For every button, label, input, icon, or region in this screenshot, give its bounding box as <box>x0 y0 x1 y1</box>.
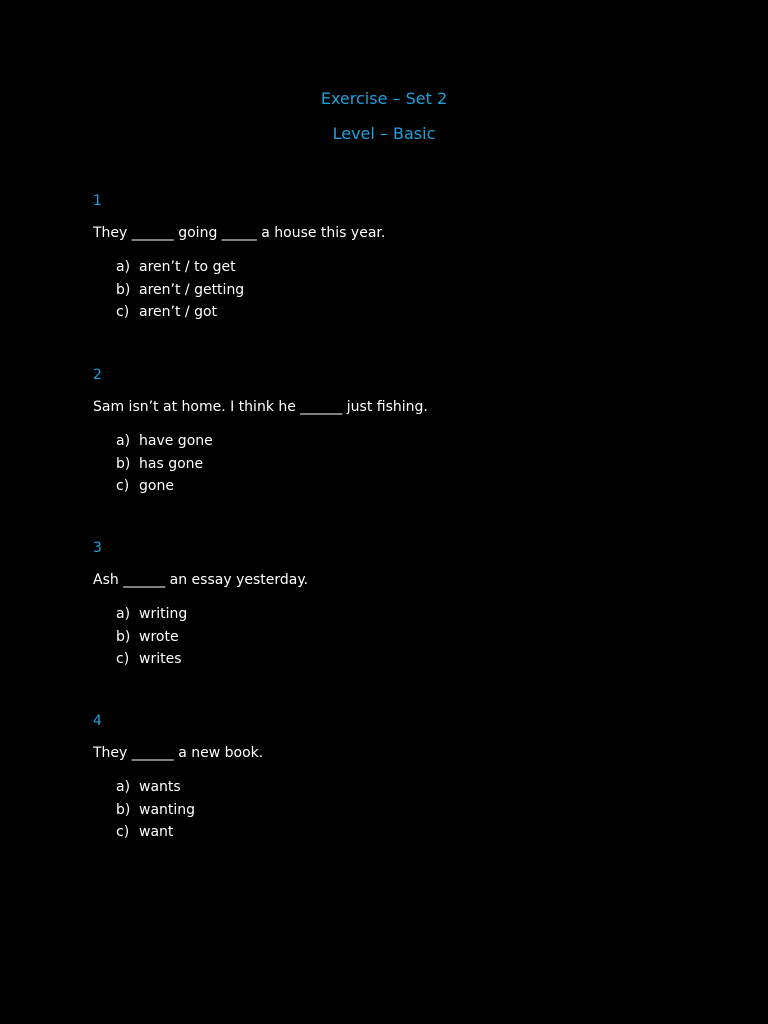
option-c <box>116 821 713 844</box>
option-list <box>93 603 713 671</box>
question-text: Sam isn’t at home. I think he ______ just fishing. <box>93 399 428 415</box>
option-text: writing <box>139 606 188 622</box>
option-letter: c) <box>116 651 130 667</box>
question-3 <box>93 539 713 671</box>
option-a <box>116 776 713 799</box>
question-4 <box>93 712 713 844</box>
option-letter: a) <box>116 433 131 449</box>
option-b <box>116 799 713 822</box>
option-text: want <box>139 824 174 840</box>
option-letter: a) <box>116 606 131 622</box>
option-letter: a) <box>116 779 131 795</box>
option-a <box>116 430 713 453</box>
option-letter: b) <box>116 628 131 645</box>
option-c <box>116 648 713 671</box>
question-1 <box>93 192 713 324</box>
option-text: aren’t / got <box>139 304 218 320</box>
option-text: aren’t / getting <box>139 281 245 298</box>
question-number: 2 <box>93 367 102 383</box>
option-text: gone <box>139 478 174 494</box>
option-b <box>116 279 713 302</box>
option-text: have gone <box>139 433 213 449</box>
option-b <box>116 626 713 649</box>
option-list <box>93 256 713 324</box>
option-c <box>116 475 713 498</box>
question-number: 4 <box>93 713 102 729</box>
option-a <box>116 256 713 279</box>
option-letter: a) <box>116 259 131 275</box>
option-text: wanting <box>139 801 196 818</box>
option-text: writes <box>139 651 182 667</box>
option-text: wants <box>139 779 181 795</box>
question-text: Ash ______ an essay yesterday. <box>93 572 309 588</box>
option-text: aren’t / to get <box>139 259 236 275</box>
question-number: 3 <box>93 540 102 556</box>
question-text: They ______ going _____ a house this year. <box>93 225 386 241</box>
page-title: Exercise – Set 2 <box>320 89 448 108</box>
option-letter: c) <box>116 478 130 494</box>
option-letter: b) <box>116 281 131 298</box>
option-c <box>116 301 713 324</box>
option-list <box>93 776 713 844</box>
option-letter: b) <box>116 801 131 818</box>
question-text: They ______ a new book. <box>93 745 264 761</box>
option-list <box>93 430 713 498</box>
option-letter: c) <box>116 824 130 840</box>
question-2 <box>93 366 713 498</box>
option-b <box>116 453 713 476</box>
option-a <box>116 603 713 626</box>
option-letter: b) <box>116 455 131 472</box>
option-letter: c) <box>116 304 130 320</box>
option-text: wrote <box>139 628 179 645</box>
page-subtitle: Level – Basic <box>332 124 436 143</box>
option-text: has gone <box>139 455 204 472</box>
question-number: 1 <box>93 193 102 209</box>
